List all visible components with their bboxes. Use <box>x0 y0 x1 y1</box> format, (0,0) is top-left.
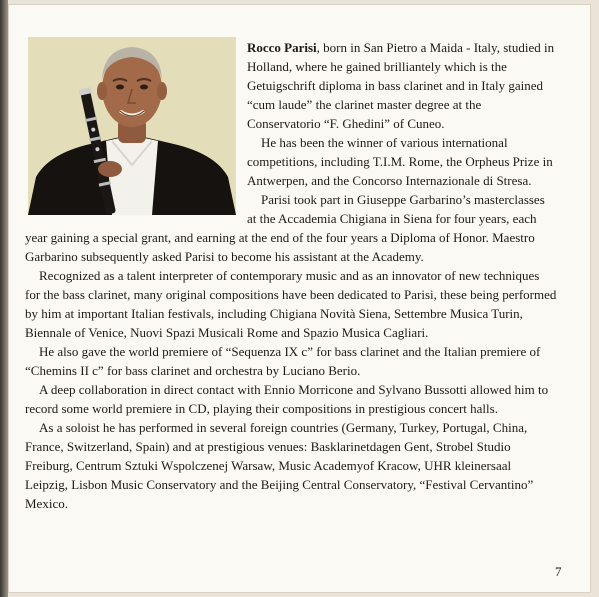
paragraph-contemporary-music: Recognized as a talent interpreter of contemporary music and as an innovator of new techniques for the bass clarinet, many original compositions have been dedicated to Parisi, these being performed by him at important Italian festivals, including Chigiana Novità Siena, Settembre Musica Turin, Biennale of Venice, Nuovi Spazi Musicali Rome and Spazio Musica Cagliari. <box>25 268 557 340</box>
page-number: 7 <box>555 564 562 579</box>
paragraph-competitions: He has been the winner of various international competitions, including T.I.M. Rome, the Orpheus Prize in Antwerpen, and the Concorso Internazionale di Stresa. <box>247 135 553 188</box>
photo-spacer <box>25 38 247 216</box>
spine-shadow <box>0 0 8 597</box>
paragraph-soloist: As a soloist he has performed in several foreign countries (Germany, Turkey, Portugal, China, France, Switzerland, Spain) and at prestigious venues: Basklarinetdagen Gent, Strobel Studio Freiburg, Centrum Sztuki Wspolczenej Warsaw, Music Academyof Kracow, UHR kleinersaal Leipzig, Lisbon Music Conservatory and the Beijing Central Conservatory, “Festival Cervantino” Mexico. <box>25 420 534 511</box>
artist-name: Rocco Parisi <box>247 40 317 55</box>
paragraph-masterclasses: Parisi took part in Giuseppe Garbarino’s masterclasses at the Accademia Chigiana in Siena for four years, each year gaining a special grant, and earning at the end of the four years a Diploma of Honor. Maestro Garbarino subsequently asked Parisi to become his assistant at the Academy. <box>25 192 545 264</box>
biography-text <box>25 38 557 513</box>
paragraph-premieres: He also gave the world premiere of “Sequenza IX c” for bass clarinet and the Italian premiere of “Chemins II c” for bass clarinet and orchestra by Luciano Berio. <box>25 344 541 378</box>
paragraph-collaboration: A deep collaboration in direct contact with Ennio Morricone and Sylvano Bussotti allowed him to record some world premiere in CD, playing their compositions in prestigious concert halls. <box>25 382 549 416</box>
intro-text: , born in San Pietro a Maida - Italy, studied in Holland, where he gained brilliantely which is the Getuigschrift diploma in bass clarinet and in Italy gained “cum laude” the clarinet master degree at the Conservatorio “F. Ghedini” of Cuneo. <box>247 40 555 131</box>
